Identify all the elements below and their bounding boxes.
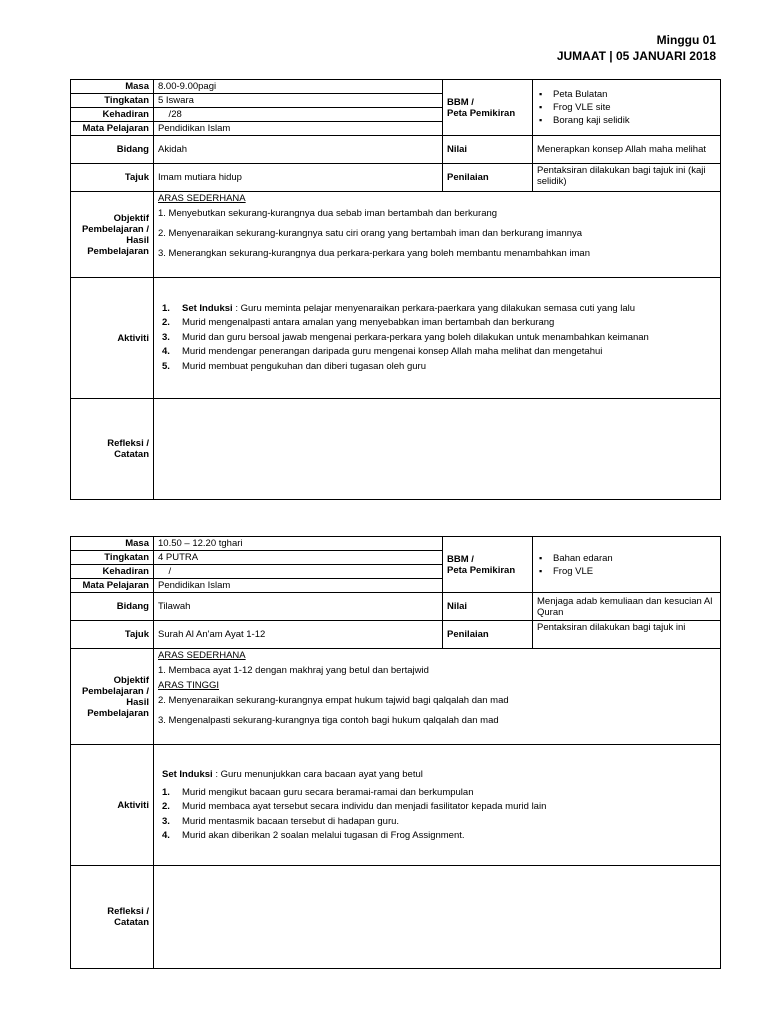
aktiviti-text: Murid akan diberikan 2 soalan melalui tugasan di Frog Assignment.	[182, 830, 465, 841]
aktiviti-item: 4. Murid mendengar penerangan daripada guru mengenai konsep Allah maha melihat dan mengetahui	[162, 346, 603, 358]
nilai-label: Nilai	[443, 593, 533, 621]
lesson-plan-2	[70, 536, 721, 969]
tajuk-label: Tajuk	[71, 621, 154, 649]
objektif-label-line: Hasil	[126, 234, 149, 246]
objective-line: 3. Mengenalpasti sekurang-kurangnya tiga contoh bagi hukum qalqalah dan mad	[158, 715, 499, 726]
tingkatan-value: 5 Iswara	[154, 94, 443, 108]
kehadiran-label: Kehadiran	[71, 108, 154, 122]
aktiviti-text: Murid mendengar penerangan daripada guru mengenai konsep Allah maha melihat dan mengetahui	[182, 346, 603, 358]
penilaian-value: Pentaksiran dilakukan bagi tajuk ini (kaji selidik)	[533, 164, 721, 192]
aktiviti-item: 2. Murid mengenalpasti antara amalan yang menyebabkan iman bertambah dan berkurang	[162, 317, 555, 329]
bbm-list	[533, 80, 721, 136]
bbm-item: ▪ Bahan edaran	[537, 552, 716, 565]
penilaian-label: Penilaian	[443, 164, 533, 192]
bbm-item: ▪ Borang kaji selidik	[537, 114, 716, 127]
lesson-plan-1	[70, 79, 721, 500]
objektif-label-line: Hasil	[126, 696, 149, 708]
objektif-content	[154, 192, 721, 278]
aktiviti-text: Murid membuat pengukuhan dan diberi tugasan oleh guru	[182, 360, 426, 372]
aras-heading: ARAS TINGGI	[158, 680, 220, 691]
objektif-label	[71, 649, 154, 745]
aktiviti-item: 2. Murid membaca ayat tersebut secara individu dan menjadi fasilitator kepada murid lain	[162, 801, 547, 812]
set-induksi-line	[162, 767, 716, 782]
aktiviti-text: Murid dan guru bersoal jawab mengenai perkara-perkara yang boleh dilakukan untuk menambahkan keimanan	[182, 331, 649, 343]
masa-value: 10.50 – 12.20 tghari	[154, 537, 443, 551]
bbm-label	[443, 537, 533, 593]
aktiviti-label: Aktiviti	[71, 745, 154, 866]
kehadiran-value: /	[154, 565, 443, 579]
tingkatan-label: Tingkatan	[71, 94, 154, 108]
objektif-label-line: Pembelajaran /	[81, 685, 149, 697]
objektif-label	[71, 192, 154, 278]
kehadiran-label: Kehadiran	[71, 565, 154, 579]
tajuk-label: Tajuk	[71, 164, 154, 192]
tajuk-value: Imam mutiara hidup	[154, 164, 443, 192]
bbm-label-line1: BBM /	[447, 96, 474, 108]
penilaian-label: Penilaian	[443, 621, 533, 649]
objective-line: 1. Menyebutkan sekurang-kurangnya dua sebab iman bertambah dan berkurang	[158, 208, 498, 219]
objective-line: 3. Menerangkan sekurang-kurangnya dua perkara-perkara yang boleh membantu menambahkan iman	[158, 248, 590, 259]
objektif-label-line: Pembelajaran /	[81, 223, 149, 235]
objective-line: 1. Membaca ayat 1-12 dengan makhraj yang betul dan bertajwid	[158, 665, 429, 676]
kehadiran-value: /28	[154, 108, 443, 122]
week-label: Minggu 01	[656, 33, 716, 47]
objective-line: 2. Menyenaraikan sekurang-kurangnya satu ciri orang yang bertambah iman dan berkurang imannya	[158, 228, 583, 239]
set-induksi-text: : Guru menunjukkan cara bacaan ayat yang betul	[212, 768, 423, 780]
objektif-label-line: Objektif	[113, 674, 149, 686]
refleksi-label-line: Refleksi /	[107, 438, 149, 449]
refleksi-label	[71, 399, 154, 500]
aktiviti-text: Murid mengikut bacaan guru secara beramai-ramai dan berkumpulan	[182, 786, 474, 798]
bbm-item: ▪ Peta Bulatan	[537, 88, 716, 101]
set-induksi-text: : Guru meminta pelajar menyenaraikan perkara-paerkara yang dilakukan semasa cuti yang lalu	[232, 302, 636, 314]
aktiviti-item: 1. Set Induksi : Guru meminta pelajar menyenaraikan perkara-paerkara yang dilakukan semasa cuti yang lalu	[162, 302, 636, 314]
bbm-label-line2: Peta Pemikiran	[447, 107, 516, 119]
aras-heading: ARAS SEDERHANA	[158, 650, 246, 661]
aktiviti-text: Murid membaca ayat tersebut secara individu dan menjadi fasilitator kepada murid lain	[182, 801, 547, 812]
mata-pelajaran-value: Pendidikan Islam	[154, 579, 443, 593]
bbm-label-line1: BBM /	[447, 553, 474, 565]
aras-heading: ARAS SEDERHANA	[158, 193, 246, 204]
aktiviti-item: 4. Murid akan diberikan 2 soalan melalui tugasan di Frog Assignment.	[162, 830, 465, 841]
bidang-value: Tilawah	[154, 593, 443, 621]
date-label: JUMAAT | 05 JANUARI 2018	[556, 49, 716, 63]
refleksi-label-line: Catatan	[114, 449, 149, 460]
masa-value: 8.00-9.00pagi	[154, 80, 443, 94]
page-header	[557, 32, 716, 64]
penilaian-value: Pentaksiran dilakukan bagi tajuk ini	[533, 621, 721, 649]
mata-pelajaran-label: Mata Pelajaran	[71, 122, 154, 136]
tingkatan-value: 4 PUTRA	[154, 551, 443, 565]
tajuk-value: Surah Al An'am Ayat 1-12	[154, 621, 443, 649]
aktiviti-text: Murid mengenalpasti antara amalan yang menyebabkan iman bertambah dan berkurang	[182, 317, 555, 329]
set-induksi-label: Set Induksi	[162, 768, 213, 780]
aktiviti-item: 5. Murid membuat pengukuhan dan diberi tugasan oleh guru	[162, 360, 426, 372]
bidang-label: Bidang	[71, 593, 154, 621]
mata-pelajaran-value: Pendidikan Islam	[154, 122, 443, 136]
objektif-label-line: Objektif	[113, 212, 149, 224]
bidang-value: Akidah	[154, 136, 443, 164]
mata-pelajaran-label: Mata Pelajaran	[71, 579, 154, 593]
refleksi-label-line: Catatan	[114, 917, 149, 928]
bbm-label	[443, 80, 533, 136]
refleksi-label-line: Refleksi /	[107, 906, 149, 917]
bbm-list	[533, 537, 721, 593]
bbm-label-line2: Peta Pemikiran	[447, 564, 516, 576]
nilai-value: Menerapkan konsep Allah maha melihat	[533, 136, 721, 164]
nilai-value: Menjaga adab kemuliaan dan kesucian Al Quran	[533, 593, 721, 621]
objektif-content	[154, 649, 721, 745]
objective-line: 2. Menyenaraikan sekurang-kurangnya empat hukum tajwid bagi qalqalah dan mad	[158, 695, 509, 706]
masa-label: Masa	[71, 537, 154, 551]
aktiviti-item: 3. Murid mentasmik bacaan tersebut di hadapan guru.	[162, 815, 400, 827]
refleksi-content	[154, 866, 721, 969]
objektif-label-line: Pembelajaran	[87, 245, 149, 257]
aktiviti-label: Aktiviti	[71, 278, 154, 399]
aktiviti-text: Murid mentasmik bacaan tersebut di hadapan guru.	[182, 815, 400, 827]
masa-label: Masa	[71, 80, 154, 94]
refleksi-label	[71, 866, 154, 969]
bbm-item: ▪ Frog VLE site	[537, 101, 716, 114]
bidang-label: Bidang	[71, 136, 154, 164]
objektif-label-line: Pembelajaran	[87, 707, 149, 719]
set-induksi-label: Set Induksi	[182, 302, 233, 314]
aktiviti-item: 3. Murid dan guru bersoal jawab mengenai perkara-perkara yang boleh dilakukan untuk menambahkan keimanan	[162, 331, 649, 343]
tingkatan-label: Tingkatan	[71, 551, 154, 565]
refleksi-content	[154, 399, 721, 500]
aktiviti-content	[154, 745, 721, 866]
nilai-label: Nilai	[443, 136, 533, 164]
aktiviti-item: 1. Murid mengikut bacaan guru secara beramai-ramai dan berkumpulan	[162, 786, 474, 798]
bbm-item: ▪ Frog VLE	[537, 565, 716, 578]
aktiviti-content	[154, 278, 721, 399]
